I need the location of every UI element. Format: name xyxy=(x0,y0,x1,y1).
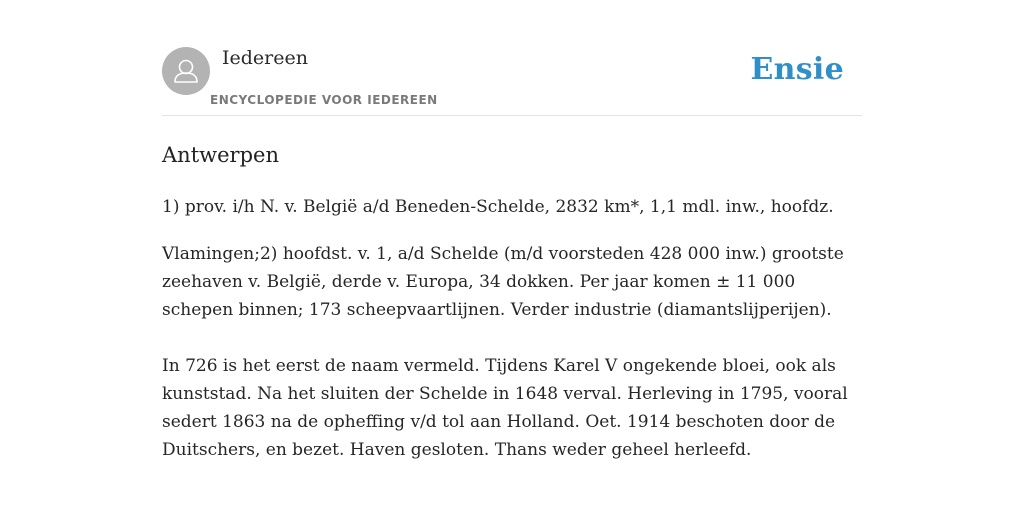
article-body xyxy=(162,193,862,464)
avatar[interactable] xyxy=(162,47,210,95)
paragraph: 1) prov. i/h N. v. België a/d Beneden-Schelde, 2832 km*, 1,1 mdl. inw., hoofdz. xyxy=(162,197,834,217)
user-icon xyxy=(162,47,210,95)
author-name[interactable]: Iedereen xyxy=(222,47,308,69)
paragraph: In 726 is het eerst de naam vermeld. Tijdens Karel V ongekende bloei, ook als kunststad. Na het sluiten der Schelde in 1648 verval. Herleving in 1795, vooral sedert 1863 na de opheffing v/d tol aan Holland. Oet. 1914 beschoten door de Duitschers, en bezet. Haven gesloten. Thans weder geheel herleefd. xyxy=(162,356,848,460)
author-header xyxy=(162,46,862,116)
ensie-logo[interactable]: Ensie xyxy=(750,52,844,87)
page-title: Antwerpen xyxy=(162,143,279,167)
author-subtitle: ENCYCLOPEDIE VOOR IEDEREEN xyxy=(210,93,438,107)
paragraph: Vlamingen;2) hoofdst. v. 1, a/d Schelde (m/d voorsteden 428 000 inw.) grootste zeehaven v. België, derde v. Europa, 34 dokken. Per jaar komen ± 11 000 schepen binnen; 173 scheepvaartlijnen. Verder industrie (diamantslijperijen). xyxy=(162,244,844,320)
